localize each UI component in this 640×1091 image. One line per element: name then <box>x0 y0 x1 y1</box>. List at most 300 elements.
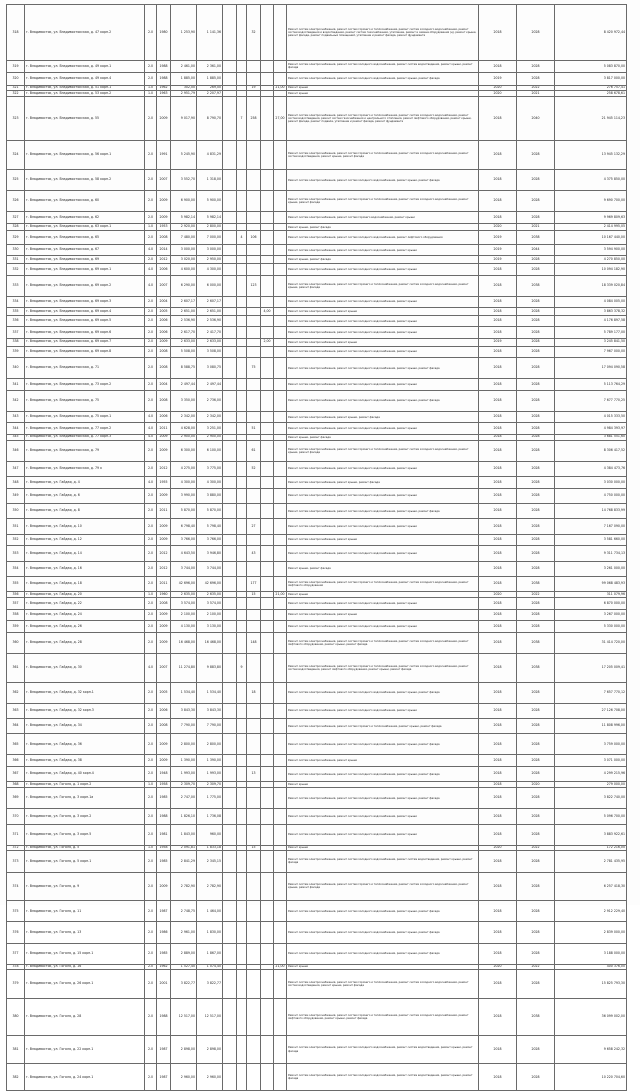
residents-cell: 177 <box>247 576 261 591</box>
floors-cell: 2.0 <box>145 170 157 191</box>
col-t-cell <box>274 682 287 703</box>
start-year-cell: 2018 <box>479 703 517 718</box>
start-year-cell: 2018 <box>479 546 517 561</box>
address-cell: г. Владивосток, ул. Владивостокская, д. 63 корп.1 <box>25 223 145 231</box>
end-year-cell: 2028 <box>517 440 555 461</box>
address-cell: г. Владивосток, ул. Гайдая, д. 18 <box>25 576 145 591</box>
table-row <box>7 999 627 1035</box>
residents-cell <box>247 718 261 733</box>
work-types-cell: Ремонт систем электроснабжения, ремонт систем холодного водоснабжения, ремонт крыши, ремонт фасада <box>287 922 479 943</box>
residents-cell <box>247 212 261 224</box>
cost-cell: 13 945 132,29 <box>555 141 627 170</box>
col-s-cell <box>261 411 274 423</box>
living-area-cell: 3 130,00 <box>197 621 223 633</box>
floors-cell: 2.0 <box>145 97 157 141</box>
cost-cell: 279 000,00 <box>555 782 627 788</box>
row-number: 380 <box>7 999 25 1035</box>
work-types-cell: Ремонт систем электроснабжения, ремонт систем холодного водоснабжения, ремонт крыши <box>287 809 479 824</box>
col-t-cell <box>274 561 287 576</box>
living-area-cell: 3 946,80 <box>197 546 223 561</box>
col-q-cell <box>237 60 247 72</box>
living-area-cell: 12 517,00 <box>197 999 223 1035</box>
col-p-cell <box>223 440 237 461</box>
total-area-cell: 2 800,00 <box>171 734 197 755</box>
col-q-cell <box>237 922 247 943</box>
col-q-cell <box>237 788 247 809</box>
end-year-cell: 2028 <box>517 534 555 546</box>
residents-cell: 61 <box>247 440 261 461</box>
work-types-cell: Ремонт систем электроснабжения, ремонт систем холодного водоснабжения, ремонт крыши, ремонт фасада <box>287 503 479 518</box>
living-area-cell: 2 960,00 <box>197 1064 223 1091</box>
col-t-cell <box>274 632 287 653</box>
row-number: 347 <box>7 461 25 476</box>
col-p-cell <box>223 970 237 999</box>
col-t-cell <box>274 943 287 964</box>
table-row <box>7 488 627 503</box>
work-types-cell: Ремонт систем электроснабжения, ремонт систем холодного водоснабжения, ремонт крыши, ремонт фасада <box>287 788 479 809</box>
table-row <box>7 632 627 653</box>
table-row <box>7 308 627 316</box>
cost-cell: 17 094 090,58 <box>555 358 627 379</box>
start-year-cell: 2018 <box>479 561 517 576</box>
row-number: 372 <box>7 845 25 851</box>
total-area-cell: 5 982,14 <box>171 212 197 224</box>
cost-cell: 99 068 483,93 <box>555 576 627 591</box>
floors-cell: 2.0 <box>145 1035 157 1064</box>
total-area-cell: 2 920,00 <box>171 223 197 231</box>
cost-cell: 15 825 793,30 <box>555 970 627 999</box>
address-cell: г. Владивосток, ул. Владивостокская, д. 65 <box>25 231 145 244</box>
build-year-cell: 1987 <box>157 901 171 922</box>
living-area-cell: 16 468,00 <box>197 632 223 653</box>
col-p-cell <box>223 922 237 943</box>
residents-cell <box>247 703 261 718</box>
residents-cell <box>247 60 261 72</box>
address-cell: г. Владивосток, ул. Гайдая, д. 20 <box>25 592 145 598</box>
address-cell: г. Владивосток, ул. Гайдая, д. 14 <box>25 546 145 561</box>
col-q-cell <box>237 901 247 922</box>
col-p-cell <box>223 338 237 346</box>
total-area-cell: 1 826,10 <box>171 809 197 824</box>
cost-cell: 4 084 005,00 <box>555 296 627 308</box>
build-year-cell: 2012 <box>157 546 171 561</box>
address-cell: г. Владивосток, ул. Владивостокская, д. 77 корп.3 <box>25 434 145 440</box>
col-q-cell <box>237 308 247 316</box>
floors-cell: 2.0 <box>145 256 157 264</box>
floors-cell: 2.0 <box>145 970 157 999</box>
build-year-cell: 2006 <box>157 703 171 718</box>
col-t-cell <box>274 872 287 901</box>
floors-cell: 2.0 <box>145 999 157 1035</box>
living-area-cell: 2 651,00 <box>197 308 223 316</box>
living-area-cell: 2 736,00 <box>197 390 223 411</box>
cost-cell: 10 220 704,60 <box>555 1064 627 1091</box>
living-area-cell: 5 870,00 <box>197 503 223 518</box>
end-year-cell: 2028 <box>517 703 555 718</box>
residents-cell <box>247 943 261 964</box>
col-t-cell <box>274 999 287 1035</box>
col-q-cell <box>237 5 247 61</box>
total-area-cell: 11 274,80 <box>171 653 197 682</box>
address-cell: г. Владивосток, ул. Владивостокская, д. 69 корп.4 <box>25 308 145 316</box>
address-cell: г. Владивосток, ул. Владивостокская, д. 73 корп.2 <box>25 379 145 391</box>
start-year-cell: 2018 <box>479 809 517 824</box>
col-q-cell <box>237 718 247 733</box>
start-year-cell: 2018 <box>479 434 517 440</box>
cost-cell: 3 681 551,60 <box>555 434 627 440</box>
floors-cell: 2.0 <box>145 338 157 346</box>
end-year-cell: 2028 <box>517 872 555 901</box>
cost-cell: 3 883 922,61 <box>555 824 627 845</box>
floors-cell: 2.0 <box>145 621 157 633</box>
table-row <box>7 244 627 256</box>
work-types-cell: Ремонт систем электроснабжения, ремонт систем холодного водоснабжения, ремонт крыши, ремонт фасада <box>287 73 479 85</box>
address-cell: г. Владивосток, ул. Гоголя, д. 15 корп.1 <box>25 943 145 964</box>
row-number: 365 <box>7 734 25 755</box>
total-area-cell: 2 497,44 <box>171 379 197 391</box>
row-number: 348 <box>7 477 25 489</box>
living-area-cell: 7 000,00 <box>197 231 223 244</box>
col-t-cell <box>274 73 287 85</box>
address-cell: г. Владивосток, ул. Владивостокская, д. 79 <box>25 440 145 461</box>
col-s-cell <box>261 231 274 244</box>
col-q-cell <box>237 411 247 423</box>
living-area-cell: 2 342,00 <box>197 411 223 423</box>
col-q-cell <box>237 872 247 901</box>
col-s-cell <box>261 488 274 503</box>
col-s-cell <box>261 327 274 339</box>
start-year-cell: 2018 <box>479 718 517 733</box>
col-s-cell <box>261 970 274 999</box>
residents-cell <box>247 244 261 256</box>
living-area-cell: 1 464,00 <box>197 901 223 922</box>
col-t-cell <box>274 576 287 591</box>
work-types-cell: Ремонт систем электроснабжения, ремонт систем горячего и теплоснабжения, ремонт систем холодного водоснабжения, ремонт лифтового оборудования <box>287 576 479 591</box>
col-p-cell <box>223 275 237 296</box>
end-year-cell: 2038 <box>517 576 555 591</box>
floors-cell: 2.0 <box>145 943 157 964</box>
col-t-cell: 27,00 <box>274 97 287 141</box>
row-number: 337 <box>7 327 25 339</box>
row-number: 339 <box>7 346 25 358</box>
residents-cell <box>247 999 261 1035</box>
table-row <box>7 358 627 379</box>
col-t-cell <box>274 191 287 212</box>
build-year-cell: 2009 <box>157 338 171 346</box>
table-row <box>7 315 627 327</box>
cost-cell: 5 330 000,00 <box>555 621 627 633</box>
col-t-cell <box>274 327 287 339</box>
work-types-cell: Ремонт систем электроснабжения, ремонт систем холодного водоснабжения, ремонт крыши <box>287 315 479 327</box>
col-q-cell <box>237 503 247 518</box>
build-year-cell: 2009 <box>157 609 171 621</box>
residents-cell <box>247 1035 261 1064</box>
col-p-cell <box>223 60 237 72</box>
build-year-cell: 1986 <box>157 922 171 943</box>
end-year-cell: 2028 <box>517 461 555 476</box>
floors-cell: 2.0 <box>145 327 157 339</box>
row-number: 378 <box>7 964 25 970</box>
col-t-cell: 21,00 <box>275 964 285 969</box>
col-q-cell <box>237 461 247 476</box>
work-types-cell: Ремонт систем электроснабжения, ремонт систем холодного водоснабжения, ремонт крыши, ремонт фасада <box>287 943 479 964</box>
living-area-cell: 2 497,44 <box>197 379 223 391</box>
work-types-cell: Ремонт систем электроснабжения, ремонт систем горячего и теплоснабжения, ремонт систем холодного водоснабжения, ремонт крыши, ремонт фасада <box>287 872 479 901</box>
address-cell: г. Владивосток, ул. Владивостокская, д. 67 <box>25 244 145 256</box>
table-row <box>7 256 627 264</box>
row-number: 326 <box>7 191 25 212</box>
total-area-cell: 4 300,00 <box>171 477 197 489</box>
work-types-cell: Ремонт крыши, ремонт фасада <box>287 561 479 576</box>
col-p-cell <box>223 561 237 576</box>
work-types-cell: Ремонт систем электроснабжения, ремонт систем горячего и теплоснабжения, ремонт крыши, ремонт фасада <box>287 718 479 733</box>
total-area-cell: 1 885,00 <box>171 73 197 85</box>
build-year-cell: 2009 <box>157 97 171 141</box>
total-area-cell: 1 843,00 <box>171 824 197 845</box>
work-types-cell: Ремонт систем электроснабжения, ремонт систем холодного водоснабжения, ремонт крыши <box>287 379 479 391</box>
table-row <box>7 809 627 824</box>
row-number: 360 <box>7 632 25 653</box>
col-p-cell <box>223 766 237 781</box>
floors-cell: 4.0 <box>145 275 157 296</box>
col-t-cell <box>274 922 287 943</box>
build-year-cell: 2009 <box>157 632 171 653</box>
col-t-cell <box>274 390 287 411</box>
build-year-cell: 2011 <box>157 576 171 591</box>
work-types-cell: Ремонт систем электроснабжения, ремонт крыши <box>287 308 479 316</box>
residents-cell <box>247 872 261 901</box>
end-year-cell: 2038 <box>517 632 555 653</box>
address-cell: г. Владивосток, ул. Гоголя, д. 3 корп.5 <box>25 824 145 845</box>
work-types-cell: Ремонт крыши <box>287 782 479 788</box>
col-s-cell <box>261 315 274 327</box>
living-area-cell: 3 766,00 <box>197 534 223 546</box>
row-number: 359 <box>7 621 25 633</box>
col-s-cell <box>261 682 274 703</box>
table-row <box>7 970 627 999</box>
floors-cell: 2.0 <box>145 788 157 809</box>
work-types-cell: Ремонт систем электроснабжения, ремонт систем холодного водоснабжения, ремонт крыши <box>287 264 479 276</box>
cost-cell: 7 657 770,12 <box>555 682 627 703</box>
living-area-cell: 3 880,00 <box>197 488 223 503</box>
work-types-cell: Ремонт систем электроснабжения, ремонт крыши, ремонт фасада <box>287 477 479 489</box>
residents-cell: 51 <box>247 423 261 435</box>
floors-cell: 2.0 <box>145 191 157 212</box>
address-cell: г. Владивосток, ул. Гайдая, д. 10 <box>25 519 145 534</box>
cost-cell: 3 030 000,00 <box>555 477 627 489</box>
total-area-cell: 12 517,00 <box>171 999 197 1035</box>
row-number: 330 <box>7 244 25 256</box>
floors-cell: 2.0 <box>145 308 157 316</box>
living-area-cell: 7 790,00 <box>197 718 223 733</box>
work-types-cell: Ремонт систем электроснабжения, ремонт систем холодного водоснабжения, ремонт крыши, ремонт фасада <box>287 734 479 755</box>
address-cell: г. Владивосток, ул. Владивостокская, д. 58 корп.2 <box>25 170 145 191</box>
end-year-cell: 2028 <box>517 546 555 561</box>
work-types-cell: Ремонт систем электроснабжения, ремонт систем горячего и теплоснабжения, ремонт систем холодного водоснабжения, ремонт лифтового оборудования, ремонт крыши, ремонт фасада <box>287 632 479 653</box>
row-number: 320 <box>7 73 25 85</box>
build-year-cell: 2008 <box>157 231 171 244</box>
col-t-cell <box>274 1064 287 1091</box>
col-q-cell <box>237 632 247 653</box>
build-year-cell: 2004 <box>157 379 171 391</box>
table-row <box>7 922 627 943</box>
floors-cell: 2.0 <box>145 503 157 518</box>
table-row <box>7 901 627 922</box>
build-year-cell: 2006 <box>157 315 171 327</box>
living-area-cell: 6 100,00 <box>197 440 223 461</box>
col-s-cell <box>261 1064 274 1091</box>
build-year-cell: 1963 <box>157 91 171 97</box>
living-area-cell: 3 843,30 <box>197 703 223 718</box>
row-number: 355 <box>7 576 25 591</box>
col-t-cell <box>274 734 287 755</box>
col-q-cell <box>237 1035 247 1064</box>
work-types-cell: Ремонт систем электроснабжения, ремонт систем холодного водоснабжения, ремонт крыши <box>287 824 479 845</box>
address-cell: г. Владивосток, ул. Владивостокская, д. 69 корп.8 <box>25 346 145 358</box>
floors-cell: 2.0 <box>145 598 157 610</box>
address-cell: г. Владивосток, ул. Гайдая, д. 4 <box>25 477 145 489</box>
col-p-cell <box>223 73 237 85</box>
total-area-cell: 2 091,81 <box>171 845 197 851</box>
living-area-cell: 2 536,90 <box>197 315 223 327</box>
floors-cell: 2.0 <box>145 922 157 943</box>
end-year-cell: 2028 <box>517 327 555 339</box>
col-t-cell <box>274 766 287 781</box>
address-cell: г. Владивосток, ул. Владивостокская, д. 53 корп.2 <box>25 91 145 97</box>
residents-cell <box>247 851 261 872</box>
col-t-cell <box>274 477 287 489</box>
living-area-cell: 1 885,00 <box>197 73 223 85</box>
floors-cell: 2.0 <box>145 766 157 781</box>
address-cell: г. Владивосток, ул. Гайдая, д. 32 корп.1 <box>25 682 145 703</box>
end-year-cell: 2028 <box>517 477 555 489</box>
start-year-cell: 2018 <box>479 440 517 461</box>
living-area-cell: 2 309,70 <box>197 782 223 788</box>
living-area-cell: 1 390,00 <box>197 755 223 767</box>
work-types-cell: Ремонт систем электроснабжения, ремонт систем горячего и теплоснабжения, ремонт систем холодного водоснабжения, ремонт крыши, ремонт фасада <box>287 275 479 296</box>
floors-cell: 1.0 <box>145 782 157 788</box>
start-year-cell: 2018 <box>479 943 517 964</box>
work-types-cell: Ремонт систем электроснабжения, ремонт систем горячего и теплоснабжения, ремонт систем холодного водоснабжения, ремонт систем водоотведения, ремонт крыши, ремонт фасада <box>287 970 479 999</box>
total-area-cell: 5 245,90 <box>171 141 197 170</box>
start-year-cell: 2018 <box>479 1064 517 1091</box>
col-p-cell <box>223 1035 237 1064</box>
cost-cell: 172 216,00 <box>555 845 627 851</box>
start-year-cell: 2018 <box>479 488 517 503</box>
living-area-cell: 2 345,15 <box>197 851 223 872</box>
build-year-cell: 1987 <box>157 1064 171 1091</box>
build-year-cell: 2009 <box>157 621 171 633</box>
address-cell: г. Владивосток, ул. Гоголя, д. 9 <box>25 872 145 901</box>
floors-cell: 2.0 <box>145 390 157 411</box>
start-year-cell: 2018 <box>479 922 517 943</box>
start-year-cell: 2019 <box>479 338 517 346</box>
address-cell: г. Владивосток, ул. Гоголя, д. 3 корп.2 <box>25 809 145 824</box>
residents-cell: 15 <box>247 845 261 851</box>
residents-cell <box>247 338 261 346</box>
living-area-cell: 3 744,00 <box>197 561 223 576</box>
total-area-cell: 2 889,00 <box>171 943 197 964</box>
cost-cell: 2 781 435,95 <box>555 851 627 872</box>
col-s-cell <box>261 170 274 191</box>
work-types-cell: Ремонт систем электроснабжения, ремонт систем горячего и теплоснабжения, ремонт систем холодного водоснабжения, ремонт лифтового оборудования, ремонт крыши, ремонт фасада <box>287 999 479 1035</box>
living-area-cell: 3 822,77 <box>197 970 223 999</box>
total-area-cell: 3 020,00 <box>171 256 197 264</box>
col-q-cell <box>237 191 247 212</box>
living-area-cell: 2 635,00 <box>197 592 223 598</box>
start-year-cell: 2018 <box>479 477 517 489</box>
table-row <box>7 519 627 534</box>
col-s-cell <box>261 755 274 767</box>
build-year-cell: 2009 <box>157 755 171 767</box>
col-q-cell <box>237 943 247 964</box>
col-t-cell <box>274 461 287 476</box>
table-row <box>7 609 627 621</box>
col-q-cell <box>237 734 247 755</box>
cost-cell: 9 658 242,32 <box>555 1035 627 1064</box>
start-year-cell: 2018 <box>479 682 517 703</box>
col-q-cell <box>237 212 247 224</box>
col-q-cell: 4 <box>237 231 247 244</box>
row-number: 352 <box>7 534 25 546</box>
row-number: 349 <box>7 488 25 503</box>
start-year-cell: 2018 <box>479 296 517 308</box>
residents-cell <box>247 315 261 327</box>
work-types-cell: Ремонт систем электроснабжения, ремонт систем холодного водоснабжения, ремонт систем водоотведения, ремонт крыши, ремонт фасада <box>287 1035 479 1064</box>
col-q-cell <box>237 519 247 534</box>
col-p-cell <box>223 788 237 809</box>
table-row <box>7 561 627 576</box>
residents-cell: 106 <box>247 231 261 244</box>
end-year-cell: 2028 <box>517 488 555 503</box>
table-row <box>7 338 627 346</box>
col-p-cell <box>223 901 237 922</box>
build-year-cell: 1987 <box>157 1035 171 1064</box>
cost-cell: 10 094 182,90 <box>555 264 627 276</box>
floors-cell: 2.0 <box>145 60 157 72</box>
col-p-cell <box>223 308 237 316</box>
start-year-cell: 2018 <box>479 609 517 621</box>
table-row <box>7 60 627 72</box>
end-year-cell: 2028 <box>517 338 555 346</box>
residents-cell: 52 <box>247 461 261 476</box>
living-area-cell: 5 900,00 <box>197 191 223 212</box>
cost-cell: 400 376,00 <box>555 964 627 970</box>
col-q-cell <box>237 440 247 461</box>
col-p-cell <box>223 423 237 435</box>
col-s-cell <box>261 561 274 576</box>
build-year-cell: 2011 <box>157 503 171 518</box>
col-s-cell <box>261 379 274 391</box>
address-cell: г. Владивосток, ул. Гайдая, д. 8 <box>25 503 145 518</box>
build-year-cell: 2009 <box>157 212 171 224</box>
total-area-cell: 2 536,90 <box>171 315 197 327</box>
table-body <box>7 5 627 1091</box>
total-area-cell: 42 696,00 <box>171 576 197 591</box>
col-p-cell <box>223 519 237 534</box>
col-q-cell <box>237 73 247 85</box>
total-area-cell: 8 588,75 <box>171 358 197 379</box>
residents-cell <box>247 73 261 85</box>
living-area-cell: 4 831,29 <box>197 141 223 170</box>
col-p-cell <box>223 943 237 964</box>
col-t-cell <box>274 141 287 170</box>
floors-cell: 4.0 <box>145 411 157 423</box>
col-q-cell <box>237 296 247 308</box>
residents-cell <box>247 922 261 943</box>
table-row <box>7 703 627 718</box>
start-year-cell: 2019 <box>479 73 517 85</box>
